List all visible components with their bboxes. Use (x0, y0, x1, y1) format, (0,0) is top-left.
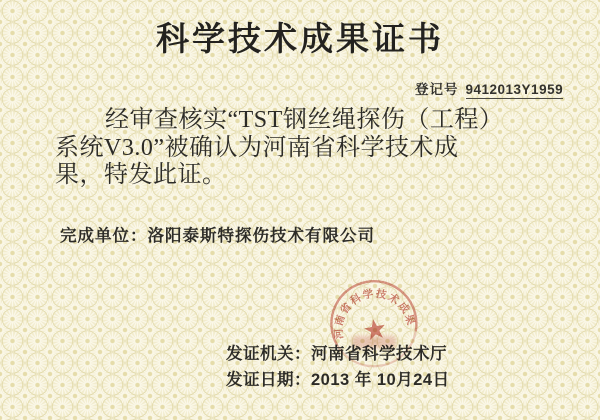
certificate-body (55, 107, 563, 190)
seal-arc-text: 河南省科学技术成果 (333, 288, 417, 340)
completed-by-value: 洛阳泰斯特探伤技术有限公司 (147, 227, 375, 245)
certificate-title: 科学技术成果证书 (156, 20, 444, 57)
issue-date-label: 发证日期： (226, 371, 311, 389)
issuer-row (226, 340, 447, 364)
body-line-2: 系统V3.0”被确认为河南省科学技术成 (55, 134, 459, 161)
issuer-label: 发证机关： (226, 345, 311, 363)
issuer-value: 河南省科学技术厅 (311, 345, 447, 363)
registration-row (415, 78, 563, 98)
issue-date-value: 2013 年 10月24日 (311, 371, 450, 389)
completed-by-label: 完成单位： (60, 227, 148, 245)
issue-date-row (226, 366, 450, 390)
registration-number: 9412013Y1959 (465, 82, 564, 97)
completed-by-row (60, 222, 375, 246)
body-line-1: 经审查核实“TST钢丝绳探伤（工程） (105, 107, 504, 133)
registration-label: 登记号 (415, 82, 459, 97)
body-line-3: 果，特发此证。 (55, 162, 227, 188)
